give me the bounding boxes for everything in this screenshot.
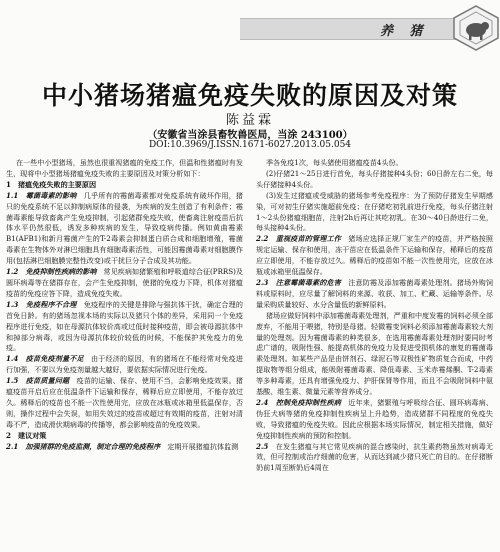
body-paragraph: 在一些中小型猪场，虽然也很重视猪瘟的免疫工作，但温和性猪瘟时有发生，现将中小型猪场猪瘟免疫失败的主要原因及对策分析如下： bbox=[6, 158, 243, 178]
left-column bbox=[6, 158, 243, 452]
paragraph-text: 猪场应选择正规厂家生产的疫苗，并严格按照规定运输、保存和使用，冻干苗应在低温条件下运输和保存，稀释后的疫苗应立即使用，不能存放过久。稀释后的疫苗如不能一次性使用完，应放在冰瓶或冰箱里低温保存。 bbox=[256, 234, 494, 277]
paragraph-text: 常见疾病如猪繁殖和呼吸道综合征(PRRS)及圆环病毒等在猪群存在，会产生免疫抑制，使猪的免疫力下降，机体对猪瘟疫苗的免疫应答下降，造成免疫失败。 bbox=[6, 267, 243, 298]
subsection-paragraph bbox=[6, 191, 243, 267]
subsection-paragraph bbox=[256, 442, 493, 475]
subsection-heading: 2.2 重视疫苗的管理工作 bbox=[256, 234, 349, 244]
subsection-paragraph bbox=[6, 354, 243, 376]
paragraph-text: 免疫程序的关键是排除与强抗体干扰，确定合理的首免日龄。有的猪场忽视本场的实际以及猪只个体的差异，采用同一个免疫程序进行免疫，如在母源抗体较价高或过低时接种疫苗，即会被母源抗体中和掉部分病毒，或因为母源抗体较价较低的时候，不能保护其免疫力的免疫。 bbox=[6, 299, 243, 353]
subsection-heading: 2.3 注意霉菌毒素的危害 bbox=[256, 277, 349, 287]
subsection-paragraph bbox=[6, 267, 243, 300]
body-paragraph: (3)发生过猪瘟或受威胁的猪场参考免疫程序：为了预防仔猪发生早期感染，可对初生仔猪实施超前免疫；在仔猪吃初乳前进行免疫，每头仔猪注射1～2头份猪瘟细胞苗，注射2h后再让其吃初乳。在30～40日龄进行二免，每头接种4头份。 bbox=[256, 190, 493, 233]
paragraph-text: 由于经济的原因，有的猪场在不能经常对免疫进行加强，不要以为免疫剂量越大越好，要依据实际情况进行免疫。 bbox=[6, 354, 244, 375]
paragraph-text: 注意防霉及添加霉菌毒素处理剂。猪场外购饲料或原料时，应尽量了解饲料的来源、收获、加工、贮藏、运输等条件。尽量采购质量较好、水分含量低的新鲜原料。 bbox=[256, 277, 494, 309]
section-heading: 1 猪瘟免疫失败的主要原因 bbox=[6, 179, 97, 189]
paragraph-text: 疫苗的运输、保存、使用不当，会影响免疫效果。猪瘟疫苗开启后应在低温条件下运输和保存，稀释后应立即使用，不能存放过久。稀释后的疫苗也不能一次性使用完，应放在冰瓶或冰箱里低温保存，否则，操作过程中会失误，如用失效过的疫苗或超过有效期的疫苗，注射对清毒不严，造成滑伏期病毒的传播等，都会影响疫苗的免疫效果。 bbox=[6, 376, 244, 429]
subsection-heading: 1.3 免疫程序不合理 bbox=[6, 299, 84, 309]
subsection-paragraph bbox=[6, 442, 243, 453]
subsection-heading: 1.1 霉菌毒素的影响 bbox=[6, 190, 84, 200]
paragraph-text: 在发生猪瘟与其它常见疾病的混合感染时，抗生素药物虽然对病毒无效，但可控制或治疗细菌的危害，从而达到减少猪只死亡的目的。在仔猪断奶前1周至断奶后4周在 bbox=[256, 441, 494, 473]
header-bar bbox=[240, 18, 465, 40]
subsection-heading: 2.5 bbox=[256, 441, 276, 451]
body-paragraph: 猪场应做好饲料中添加霉菌毒素处理剂，严重和中度发霉的饲料必须全部废弃，不能用于喂猪，特别是母猪。轻微霉变饲料必须添加霉菌毒素较大剂量的处理剂。因为霉菌毒素的种类很多，在选用霉菌毒素处理剂时要同时考虑广谱的，吸附性强、能提高机体的免疫力及促进受损机体的康复的霉菌毒素处理剂。如某些产品是由饼剂石、绿泥石等双极性矿物质复合而成，中药提取物等组分组成，能吸附霉菌毒素、降低毒素、玉米赤霉烯酮、T-2毒素等多种毒素，还具有增强免疫力、护肝保肾等作用，而且不会吸附饲料中氨基酸、维生素、微量元素等营养成分。 bbox=[256, 310, 493, 397]
subsection-paragraph bbox=[6, 376, 243, 431]
subsection-heading: 2.4 控制免疫抑制性疾病 bbox=[256, 397, 349, 407]
author-name: 陈益霖 bbox=[225, 113, 274, 128]
author-affiliation: （安徽省当涂县畜牧兽医局，当涂 243100） bbox=[147, 130, 353, 141]
section-label: 养 猪 bbox=[380, 24, 429, 39]
body-paragraph: (2)仔猪21～25日进行首免，每头仔猪接种4头份；60日龄左右二免，每头仔猪接种4头份。 bbox=[256, 168, 493, 189]
subsection-paragraph bbox=[256, 398, 493, 442]
subsection-heading: 1.4 疫苗免疫剂量不足 bbox=[6, 354, 91, 364]
right-column bbox=[256, 158, 493, 474]
paragraph-text: 几乎所有的霉菌毒素都对免疫系统有破坏作用，猪只的免疫系统不足以抑制病原体的侵袭，为疾病的发生创造了有利条件；霉菌毒素能导致畜禽产生免疫抑制，引起猪群免疫失败，使畜禽注射疫苗后抗体水平仍然很低，诱发多种疾病的发生，导致疫病传播。例如黄曲霉素B1(AFB1)和新月霉菌产生的T-2毒素会抑制蛋白质合成和细胞增殖，霉菌毒素在生物体外对淋巴细胞具有细胞毒素活性，可能因霉菌毒素对细胞膜作用(包括淋巴细胞膜完整性改变)或干扰巨分子合成及其功能。 bbox=[6, 190, 243, 266]
paragraph-text: 定期开展猪瘟抗体监测 bbox=[167, 441, 239, 451]
pig-emblem-icon bbox=[452, 4, 500, 52]
doi: DOI:10.3969/J.ISSN.1671-6027.2013.05.054 bbox=[148, 140, 352, 150]
paragraph-text: 近年来，猪繁殖与呼吸综合征、圆环病毒病、伪狂犬病等猪的免疫抑制性疾病呈上升趋势，造成猪群不同程度的免疫失败，导致猪瘟的免疫失败。因此应根据本场实际情况，制定相关措施，做好免疫抑制性疾病的预防和控制。 bbox=[256, 397, 494, 440]
body-paragraph: 季各免疫1次，每头猪使用猪瘟疫苗4头份。 bbox=[265, 158, 403, 167]
subsection-heading: 2.1 加强猪群的免疫监测，制定合理的免疫程序 bbox=[6, 441, 168, 451]
subsection-paragraph bbox=[256, 278, 493, 311]
subsection-paragraph bbox=[256, 234, 493, 278]
subsection-paragraph bbox=[6, 300, 243, 355]
section-heading: 2 建议对策 bbox=[6, 430, 47, 440]
subsection-heading: 1.5 疫苗质量问题 bbox=[6, 376, 77, 386]
journal-header bbox=[0, 0, 500, 52]
subsection-heading: 1.2 免疫抑制性疾病的影响 bbox=[6, 267, 104, 277]
article-title: 中小猪场猪瘟免疫失败的原因及对策 bbox=[41, 81, 458, 110]
